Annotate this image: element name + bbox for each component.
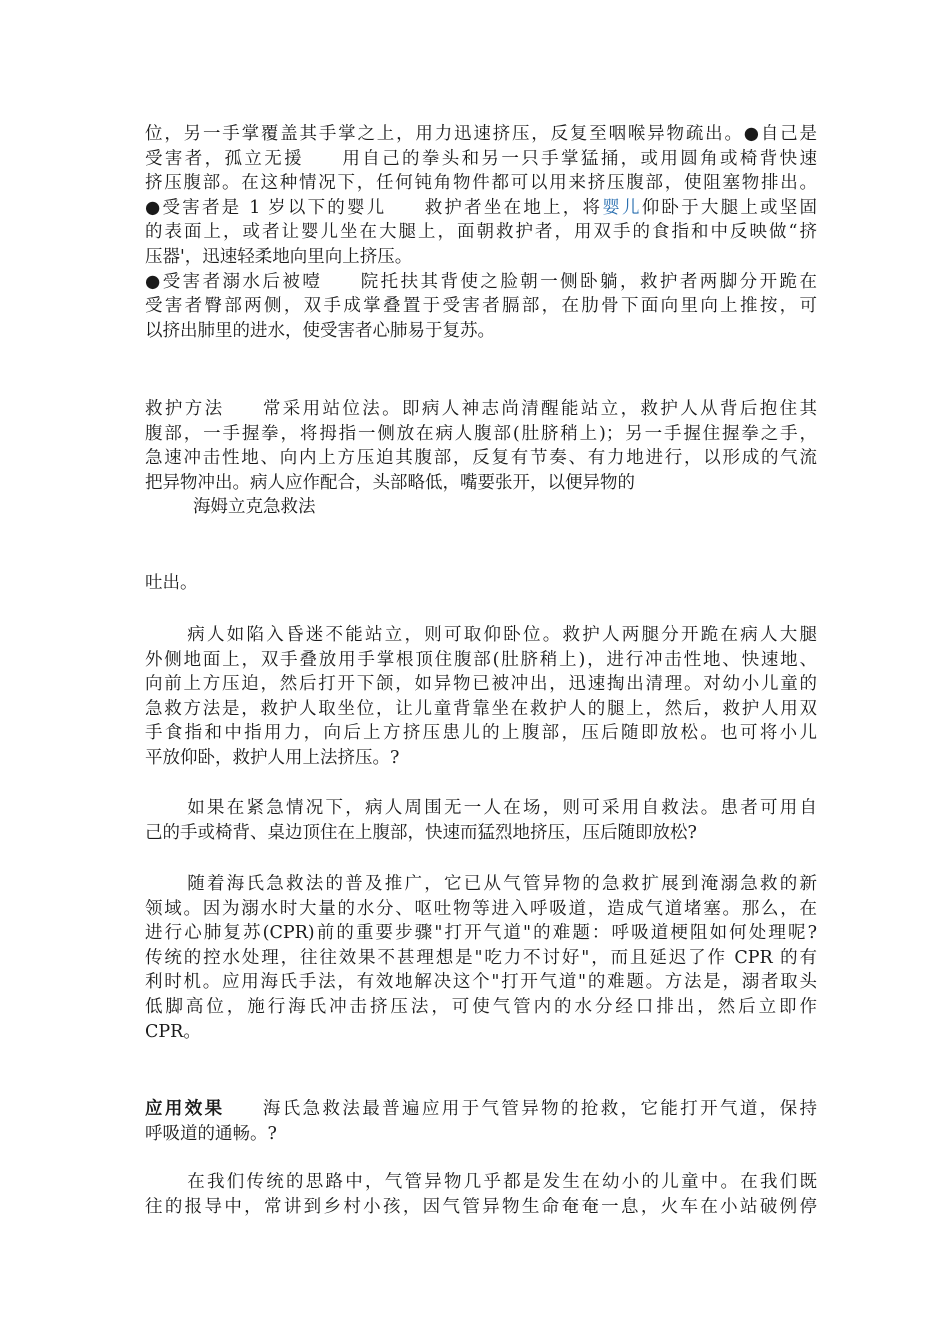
case-heading-drowning: ●受害者溺水后被噎	[145, 271, 323, 292]
paragraph-drowning-extension	[145, 872, 817, 1044]
text-line	[145, 623, 817, 648]
text-line: 低脚高位，施行海氏冲击挤压法，可使气管内的水分经口排出，然后立即作	[145, 996, 817, 1017]
case-heading-self: 受害者，孤立无援	[145, 148, 304, 169]
text-span: 在我们传统的思路中，气管异物几乎都是发生在幼小的儿童中。在我们既	[185, 1172, 817, 1192]
text-line	[145, 397, 817, 422]
section-heading-application-effect: 应用效果	[145, 1099, 225, 1119]
figure-caption: 海姆立克急救法	[193, 497, 316, 518]
paragraph-self-rescue	[145, 796, 817, 845]
text-line	[145, 1170, 817, 1195]
text-line: 把异物冲出。病人应作配合，头部略低，嘴要张开，以便异物的	[145, 472, 635, 493]
paragraph-traditional-view	[145, 1170, 817, 1219]
text-span: 随着海氏急救法的普及推广，它已从气管异物的急救扩展到淹溺急救的新	[185, 874, 817, 894]
text-line: 呼吸道的通畅。?	[145, 1123, 277, 1144]
section-heading-rescue-method: 救护方法	[145, 399, 225, 419]
text-line: 向前上方压迫，然后打开下颌，如异物已被冲出，迅速掏出清理。对幼小儿童的	[145, 674, 817, 695]
text-line: 平放仰卧，救护人用上法挤压。?	[145, 747, 400, 768]
paragraph-application-effect	[145, 1097, 817, 1146]
text-line: 利时机。应用海氏手法，有效地解决这个"打开气道"的难题。方法是，溺者取头	[145, 972, 817, 993]
text-line	[145, 196, 817, 221]
paragraph-first-aid-cases	[145, 122, 817, 343]
text-line	[145, 872, 817, 897]
text-line	[145, 147, 817, 172]
infant-link[interactable]: 婴儿	[602, 197, 642, 218]
text-line: 领域。因为溺水时大量的水分、呕吐物等进入呼吸道，造成气道堵塞。那么，在	[145, 898, 817, 919]
text-line: 进行心肺复苏(CPR)前的重要步骤"打开气道"的难题：呼吸道梗阻如何处理呢?	[145, 923, 817, 944]
text-line: 己的手或椅背、桌边顶住在上腹部，快速而猛烈地挤压，压后随即放松?	[145, 822, 697, 843]
text-line: 外侧地面上，双手叠放用手掌根顶住腹部(肚脐稍上)，进行冲击性地、快速地、	[145, 649, 817, 670]
text-line: 急救方法是，救护人取坐位，让儿童背靠坐在救护人的腿上，然后，救护人用双	[145, 698, 817, 719]
text-line: 腹部，一手握拳，将拇指一侧放在病人腹部(肚脐稍上)；另一手握住握拳之手，	[145, 423, 817, 444]
text-span: 院托扶其背使之脸朝一侧卧躺，救护者两脚分开跪在	[358, 271, 817, 292]
text-line: 受害者臀部两侧，双手成掌叠置于受害者膈部，在肋骨下面向里向上推按，可	[145, 296, 817, 317]
text-line: 的表面上，或者让婴儿坐在大腿上，面朝救护者，用双手的食指和中反映做“挤	[145, 222, 817, 243]
paragraph-spit-out	[145, 571, 817, 596]
text-span: 用自己的拳头和另一只手掌猛捅，或用圆角或椅背快速	[340, 148, 817, 169]
text-span: 海氏急救法最普遍应用于气管异物的抢救，它能打开气道，保持	[260, 1099, 817, 1119]
text-line: 挤压腹部。在这种情况下，任何钝角物件都可以用来挤压腹部，使阻塞物排出。	[145, 173, 817, 194]
text-span: 常采用站位法。即病人神志尚清醒能站立，救护人从背后抱住其	[260, 399, 817, 419]
text-span: 病人如陷入昏迷不能站立，则可取仰卧位。救护人两腿分开跪在病人大腿	[185, 625, 817, 645]
text-line: 以挤出肺里的进水，使受害者心肺易于复苏。	[145, 320, 495, 341]
text-line: 位，另一手掌覆盖其手掌之上，用力迅速挤压，反复至咽喉异物疏出。●自己是	[145, 124, 817, 144]
paragraph-supine-method	[145, 623, 817, 771]
text-line: 吐出。	[145, 573, 198, 593]
text-line: 急速冲击性地、向内上方压迫其腹部，反复有节奏、有力地进行，以形成的气流	[145, 448, 817, 469]
text-line: 手食指和中指用力，向后上方挤压患儿的上腹部，压后随即放松。也可将小儿	[145, 723, 817, 744]
text-line	[145, 796, 817, 821]
text-line: 传统的控水处理，往往效果不甚理想是"吃力不讨好"，而且延迟了作 CPR 的有	[145, 947, 817, 968]
text-line	[145, 270, 817, 295]
text-line: CPR。	[145, 1021, 201, 1042]
paragraph-rescue-method	[145, 397, 817, 520]
text-span: 救护者坐在地上，将	[422, 197, 603, 218]
text-span: 仰卧于大腿上或坚固	[641, 197, 818, 218]
text-span: 如果在紧急情况下，病人周围无一人在场，则可采用自救法。患者可用自	[185, 798, 817, 818]
case-heading-infant: ●受害者是 1 岁以下的婴儿	[145, 197, 387, 218]
text-line	[145, 1097, 817, 1122]
text-line: 压器'，迅速轻柔地向里向上挤压。	[145, 246, 413, 267]
text-line: 往的报导中，常讲到乡村小孩，因气管异物生命奄奄一息，火车在小站破例停	[145, 1196, 817, 1217]
